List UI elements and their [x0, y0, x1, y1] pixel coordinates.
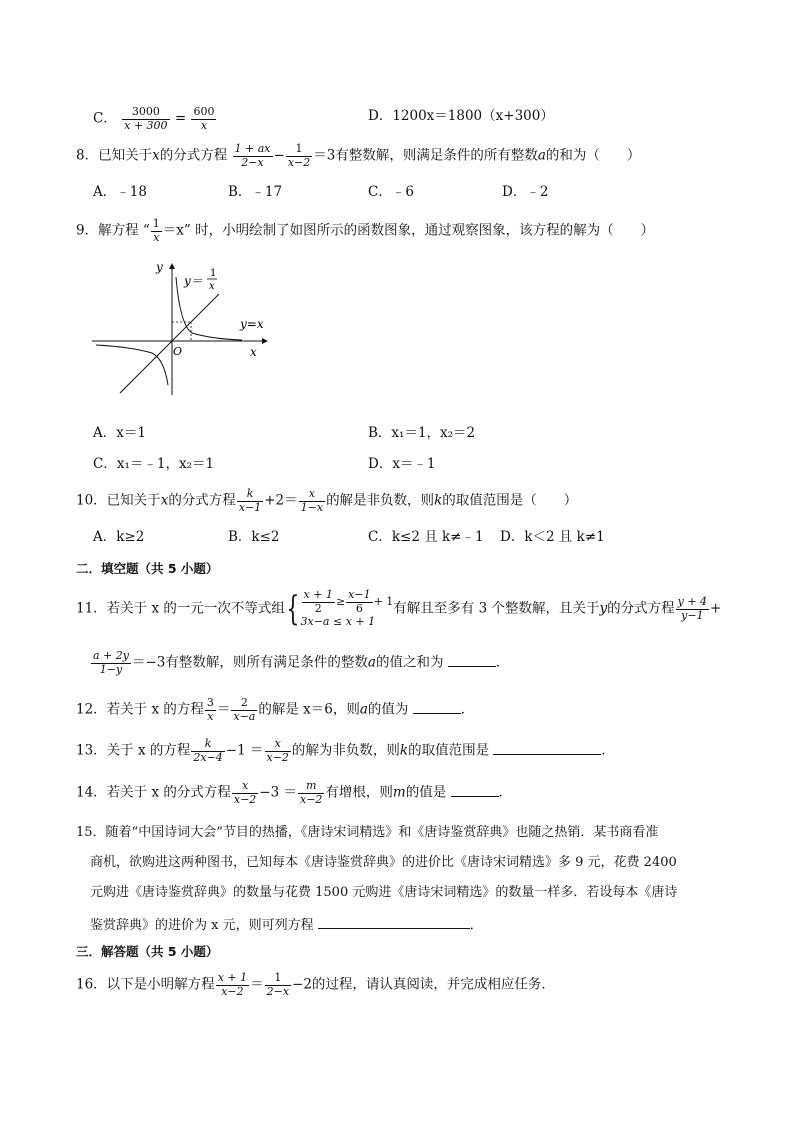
- q10-option-c: C．k≤2 且 k≠﹣1: [368, 529, 484, 545]
- q9-stem: 9．解方程 “ $\frac{1}{x}$ ＝x” 时，小明绘制了如图所示的函数图象，通过观察图象，该方程的解为（ ）: [76, 217, 655, 244]
- q10-option-a: A．k≥2: [93, 529, 145, 545]
- q15-answer-blank[interactable]: [318, 916, 470, 929]
- q12-answer-blank[interactable]: [413, 701, 461, 714]
- q16-stem: 16．以下是小明解方程 $\frac{x + 1}{x-2}$ ＝ $\frac{1}{2-x}$ −2的过程，请认真阅读，并完成相应任务．: [76, 971, 555, 998]
- q7-option-c: C． $\frac{3000}{x + 300}$ = $\frac{600}{x}$: [93, 105, 215, 132]
- q11-stem-line1: 11．若关于 x 的一元一次不等式组{ $\frac{x + 1}{2}$ ≥ $\frac{x-1}{6}$ + 1 3x−a ≤ x + 1 有解且至多有 3 个整数解，且关于y的分式方程 $\frac{y + 4}{y-1}$ +: [76, 588, 722, 630]
- q15-line1: 15．随着“中国诗词大会”节目的热播，《唐诗宋词精选》和《唐诗鉴赏辞典》也随之热销．某书商看准: [76, 825, 659, 840]
- system-brace: {: [286, 589, 300, 630]
- q9-option-a: A．x＝1: [93, 425, 146, 441]
- hyperbola-branch-negative: [96, 345, 168, 385]
- origin-label: O: [173, 345, 183, 358]
- y-axis-label: y: [156, 260, 163, 274]
- q8-option-c: C．﹣6: [368, 184, 414, 200]
- q8-option-d: D．﹣2: [502, 184, 549, 200]
- hyperbola-label-numerator: 1: [210, 268, 217, 279]
- section-solve-title: 三．解答题（共 5 小题）: [76, 944, 219, 959]
- q7-option-d: D．1200x＝1800（x+300）: [368, 108, 554, 124]
- q12-stem: 12．若关于 x 的方程 $\frac{3}{x}$ ＝ $\frac{2}{x-a}$ 的解是 x＝6，则a的值为 ．: [76, 696, 475, 723]
- q14-stem: 14．若关于 x 的分式方程 $\frac{x}{x-2}$ −3 ＝ $\frac{m}{x-2}$ 有增根，则m的值是 ．: [76, 779, 513, 806]
- q14-answer-blank[interactable]: [451, 784, 499, 797]
- q9-option-b: B．x₁＝1，x₂＝2: [368, 425, 476, 441]
- q8-option-b: B．﹣17: [228, 184, 283, 200]
- y-axis-arrow: [169, 263, 175, 269]
- q8-option-a: A．﹣18: [93, 184, 147, 200]
- x-axis-arrow: [262, 338, 268, 344]
- q10-option-d: D．k＜2 且 k≠1: [500, 529, 605, 545]
- q10-option-b: B．k≤2: [228, 529, 280, 545]
- line-label: y=x: [240, 317, 264, 331]
- q15-line4: 鉴赏辞典》的进价为 x 元，则可列方程 ．: [90, 918, 483, 933]
- q13-stem: 13．关于 x 的方程 $\frac{k}{2x-4}$ −1 ＝ $\frac{x}{x-2}$ 的解为非负数，则k的取值范围是 ．: [76, 737, 615, 764]
- q11-answer-blank[interactable]: [448, 654, 496, 667]
- q8-stem: 8．已知关于x的分式方程 $\frac{1 + ax}{2-x}$ − $\frac{1}{x-2}$ ＝3有整数解，则满足条件的所有整数a的和为（ ）: [76, 142, 641, 169]
- q9-function-graph: [92, 255, 272, 400]
- x-axis-label: x: [250, 345, 257, 359]
- q9-option-c: C．x₁＝﹣1，x₂＝1: [93, 456, 215, 472]
- q13-answer-blank[interactable]: [493, 742, 601, 755]
- q15-line3: 元购进《唐诗鉴赏辞典》的数量与花费 1500 元购进《唐诗宋词精选》的数量一样多．若设每本《唐诗: [90, 885, 678, 900]
- q9-option-d: D．x＝﹣1: [368, 456, 436, 472]
- section-fill-in-title: 二．填空题（共 5 小题）: [76, 561, 219, 576]
- q11-stem-line2: $\frac{a + 2y}{1-y}$ ＝−3有整数解，则所有满足条件的整数a的值之和为 ．: [93, 649, 510, 676]
- line-y-equals-x: [120, 294, 219, 393]
- q10-stem: 10．已知关于x的分式方程 $\frac{k}{x-1}$ +2＝ $\frac{x}{1-x}$ 的解是非负数，则k的取值范围是（ ）: [76, 487, 578, 514]
- q15-line2: 商机，欲购进这两种图书，已知每本《唐诗鉴赏辞典》的进价比《唐诗宋词精选》多 9 元，花费 2400: [90, 855, 677, 870]
- hyperbola-label: y＝: [184, 274, 203, 288]
- hyperbola-label-denominator: x: [209, 281, 215, 292]
